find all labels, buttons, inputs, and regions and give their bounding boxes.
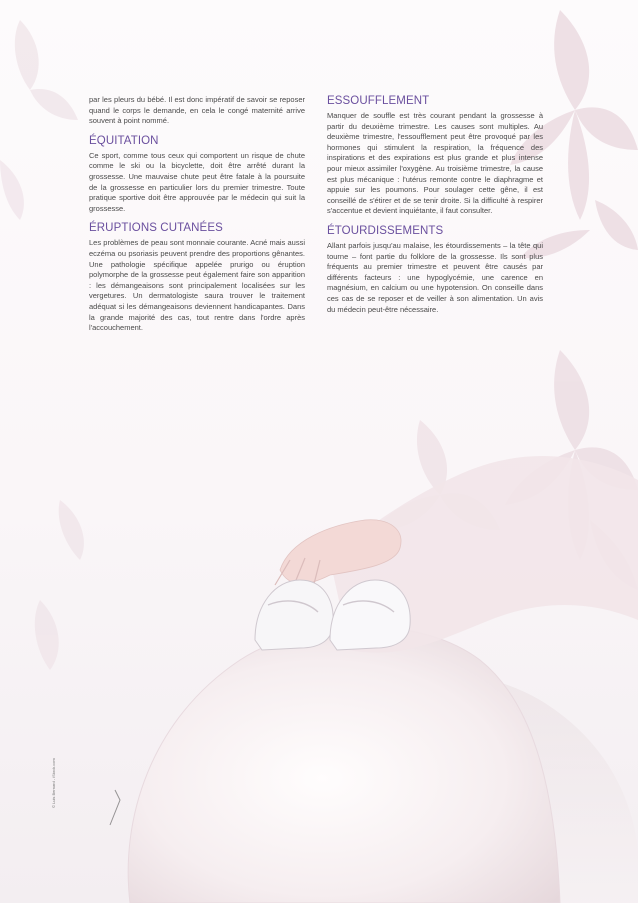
equitation-paragraph: Ce sport, comme tous ceux qui comportent un risque de chute comme le ski ou la bicyclette, doit être arrêté durant la grossesse. Une mauvaise chute peut être fatale à la poursuite de la grossesse en particulier lors du premier trimestre. Toute pratique sportive doit être approuvée par le médecin qui suit la grossesse. <box>89 150 305 213</box>
baby-shoe-left <box>255 580 333 650</box>
pregnant-belly <box>128 626 560 903</box>
intro-paragraph: par les pleurs du bébé. Il est donc impératif de savoir se reposer quand le corps le demande, en cela le congé maternité arrive souvent à point nommé. <box>89 95 305 126</box>
left-column <box>89 95 305 334</box>
photo-credit: © Luis Bernard - iStock.com <box>51 758 56 808</box>
etourdissements-paragraph: Allant parfois jusqu'au malaise, les étourdissements – la tête qui tourne – font partie du folklore de la grossesse. Ils sont plus fréquents au premier trimestre et peuvent être causés par différents facteurs : une hypoglycémie, une carence en magnésium, en calcium ou une hypotension. On conseille dans ces cas de se reposer et de veiller à son alimentation. Un avis du médecin peut-être nécessaire. <box>327 240 543 314</box>
essoufflement-paragraph: Manquer de souffle est très courant pendant la grossesse à partir du deuxième trimestre. Les causes sont multiples. Au deuxième trimestre, l'essoufflement peut être provoqué par les hormones qui stimulent la respiration, la fréquence des inspirations et des expirations est plus grande et plus intense pour mieux assimiler l'oxygène. Au troisième trimestre, la cause est plus mécanique : l'utérus remonte contre le diaphragme et appuie sur les poumons. Pour soulager cette gêne, il est conseillé de s'étirer et de se tenir droite. Si la difficulté à respirer s'accentue et devient inquiétante, il faut consulter. <box>327 111 543 216</box>
heading-equitation: ÉQUITATION <box>89 134 159 147</box>
baby-shoes <box>255 580 410 650</box>
eruptions-paragraph: Les problèmes de peau sont monnaie courante. Acné mais aussi eczéma ou psoriasis peuvent prendre des proportions gênantes. Une pathologie spécifique appelée prurigo ou éruption polymorphe de la grossesse peut également faire son apparition : les démangeaisons sont principalement localisées sur les vergetures. Un dermatologiste saura trouver le traitement adéquat si les démangeaisons deviennent handicapantes. Dans la grande majorité des cas, tout rentre dans l'ordre après l'accouchement. <box>89 238 305 333</box>
heading-etourdissements: ÉTOURDISSEMENTS <box>327 224 444 237</box>
flower-decoration-left <box>0 20 84 670</box>
heading-eruptions-cutanees: ÉRUPTIONS CUTANÉES <box>89 222 223 235</box>
heading-essoufflement: ESSOUFFLEMENT <box>327 95 430 107</box>
right-column <box>327 95 543 315</box>
